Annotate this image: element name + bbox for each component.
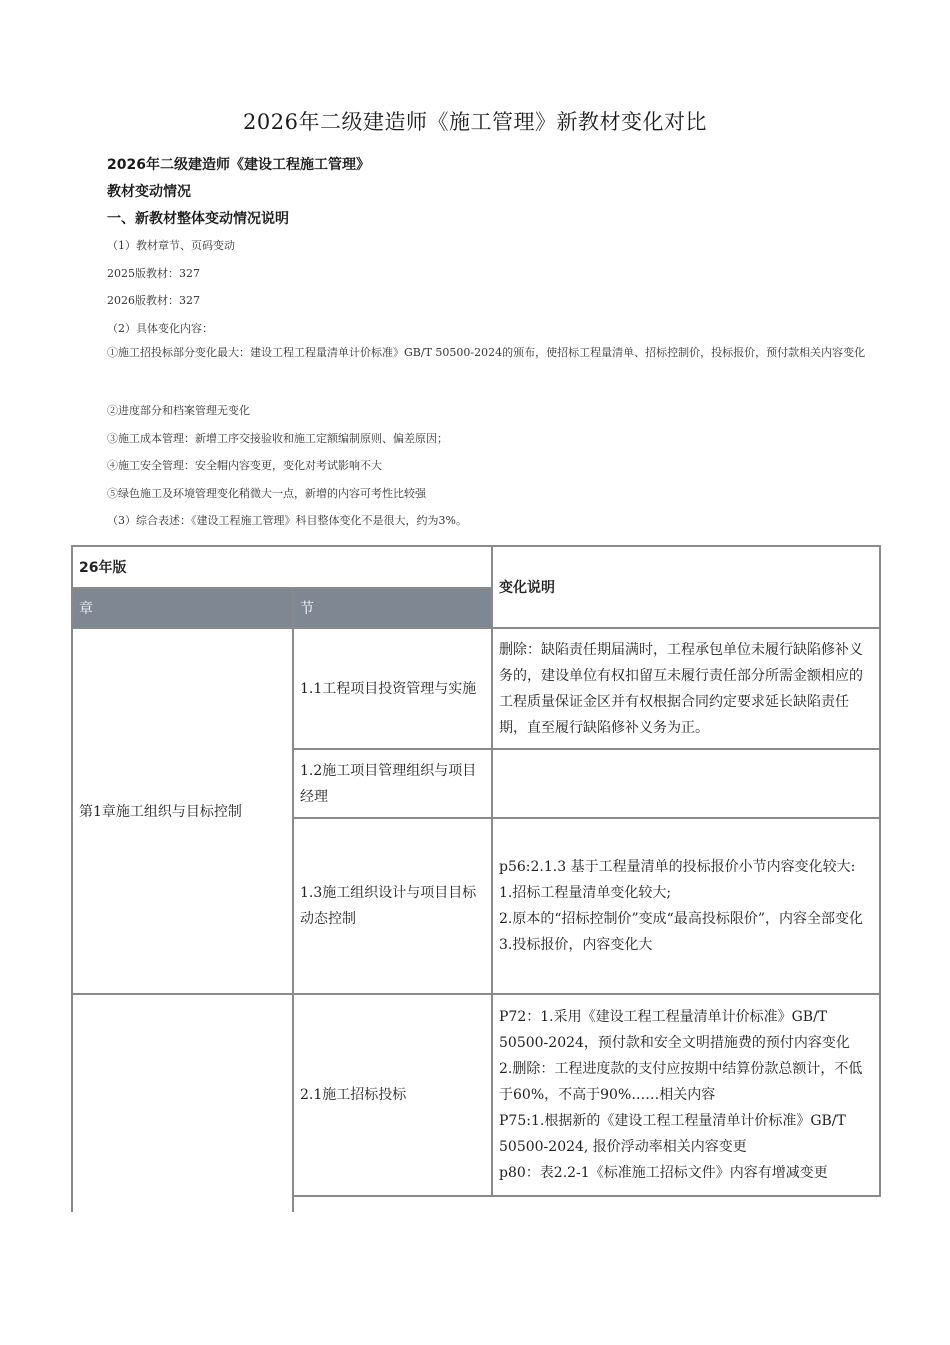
comparison-table [71, 545, 881, 1212]
note-2026-edition: 2026版教材：327 [107, 294, 200, 307]
note-chapter-pages: （1）教材章节、页码变动 [107, 239, 235, 252]
note-summary: （3）综合表述：《建设工程施工管理》科目整体变化不是很大，约为3%。 [107, 514, 467, 527]
change-line: p56:2.1.3 基于工程量清单的投标报价小节内容变化较大: [499, 859, 856, 875]
note-green-construction: ⑤绿色施工及环境管理变化稍微大一点，新增的内容可考性比较强 [107, 487, 426, 500]
section-1-2-change [492, 749, 880, 818]
note-cost-management: ③施工成本管理：新增工序交接验收和施工定额编制原则、偏差原因； [107, 432, 448, 445]
chapter-1-cell: 第1章施工组织与目标控制 [72, 628, 293, 994]
section-1-1-cell: 1.1工程项目投资管理与实施 [293, 628, 492, 749]
change-line: P75:1.根据新的《建设工程工程量清单计价标准》GB/T 50500-2024, 报价浮动率相关内容变更 [499, 1113, 846, 1155]
change-line: p80：表2.2-1《标准施工招标文件》内容有增减变更 [499, 1165, 828, 1181]
note-specific-changes: （2）具体变化内容： [107, 322, 213, 335]
section-2-1-cell: 2.1施工招标投标 [293, 994, 492, 1196]
section-1-3-cell: 1.3施工组织设计与项目目标动态控制 [293, 818, 492, 994]
change-description-header: 变化说明 [492, 546, 880, 628]
note-safety-management: ④施工安全管理：安全帽内容变更，变化对考试影响不大 [107, 459, 382, 472]
change-line: 1.招标工程量清单变化较大; [499, 885, 672, 901]
subject-heading: 2026年二级建造师《建设工程施工管理》 [107, 157, 370, 173]
change-line: 2.原本的“招标控制价”变成“最高投标限价”，内容全部变化 [499, 911, 864, 927]
status-heading: 教材变动情况 [107, 184, 191, 200]
section-heading: 一、新教材整体变动情况说明 [107, 211, 289, 227]
change-line: 3.投标报价，内容变化大 [499, 937, 653, 953]
note-bidding-change: ①施工招投标部分变化最大：建设工程工程量清单计价标准》GB/T 50500-2024的颁布，使招标工程量清单、招标控制价，投标报价，预付款相关内容变化 [107, 346, 866, 359]
chapter-2-cell [72, 994, 293, 1212]
page-title: 2026年二级建造师《施工管理》新教材变化对比 [243, 110, 707, 134]
note-2025-edition: 2025版教材：327 [107, 267, 200, 280]
section-1-3-change [492, 818, 880, 994]
section-2-1-change [492, 994, 880, 1196]
change-line: 2.删除：工程进度款的支付应按期中结算份款总额计，不低于60%，不高于90%……相关内容 [499, 1061, 863, 1103]
section-1-2-cell: 1.2施工项目管理组织与项目经理 [293, 749, 492, 818]
note-schedule-archive: ②进度部分和档案管理无变化 [107, 404, 250, 417]
chapter-column-header: 章 [72, 588, 293, 628]
section-1-1-change: 删除：缺陷责任期届满时，工程承包单位未履行缺陷修补义务的，建设单位有权扣留互未履行责任部分所需金额相应的工程质量保证金区并有权根据合同约定要求延长缺陷责任期，直至履行缺陷修补义务为正。 [492, 628, 880, 749]
section-column-header: 节 [293, 588, 492, 628]
section-continuation-cell [293, 1196, 492, 1212]
change-continuation-cell [492, 1196, 880, 1212]
change-line: P72：1.采用《建设工程工程量清单计价标准》GB/T 50500-2024，预付款和安全文明措施费的预付内容变化 [499, 1009, 850, 1051]
version-cell: 26年版 [72, 546, 492, 588]
